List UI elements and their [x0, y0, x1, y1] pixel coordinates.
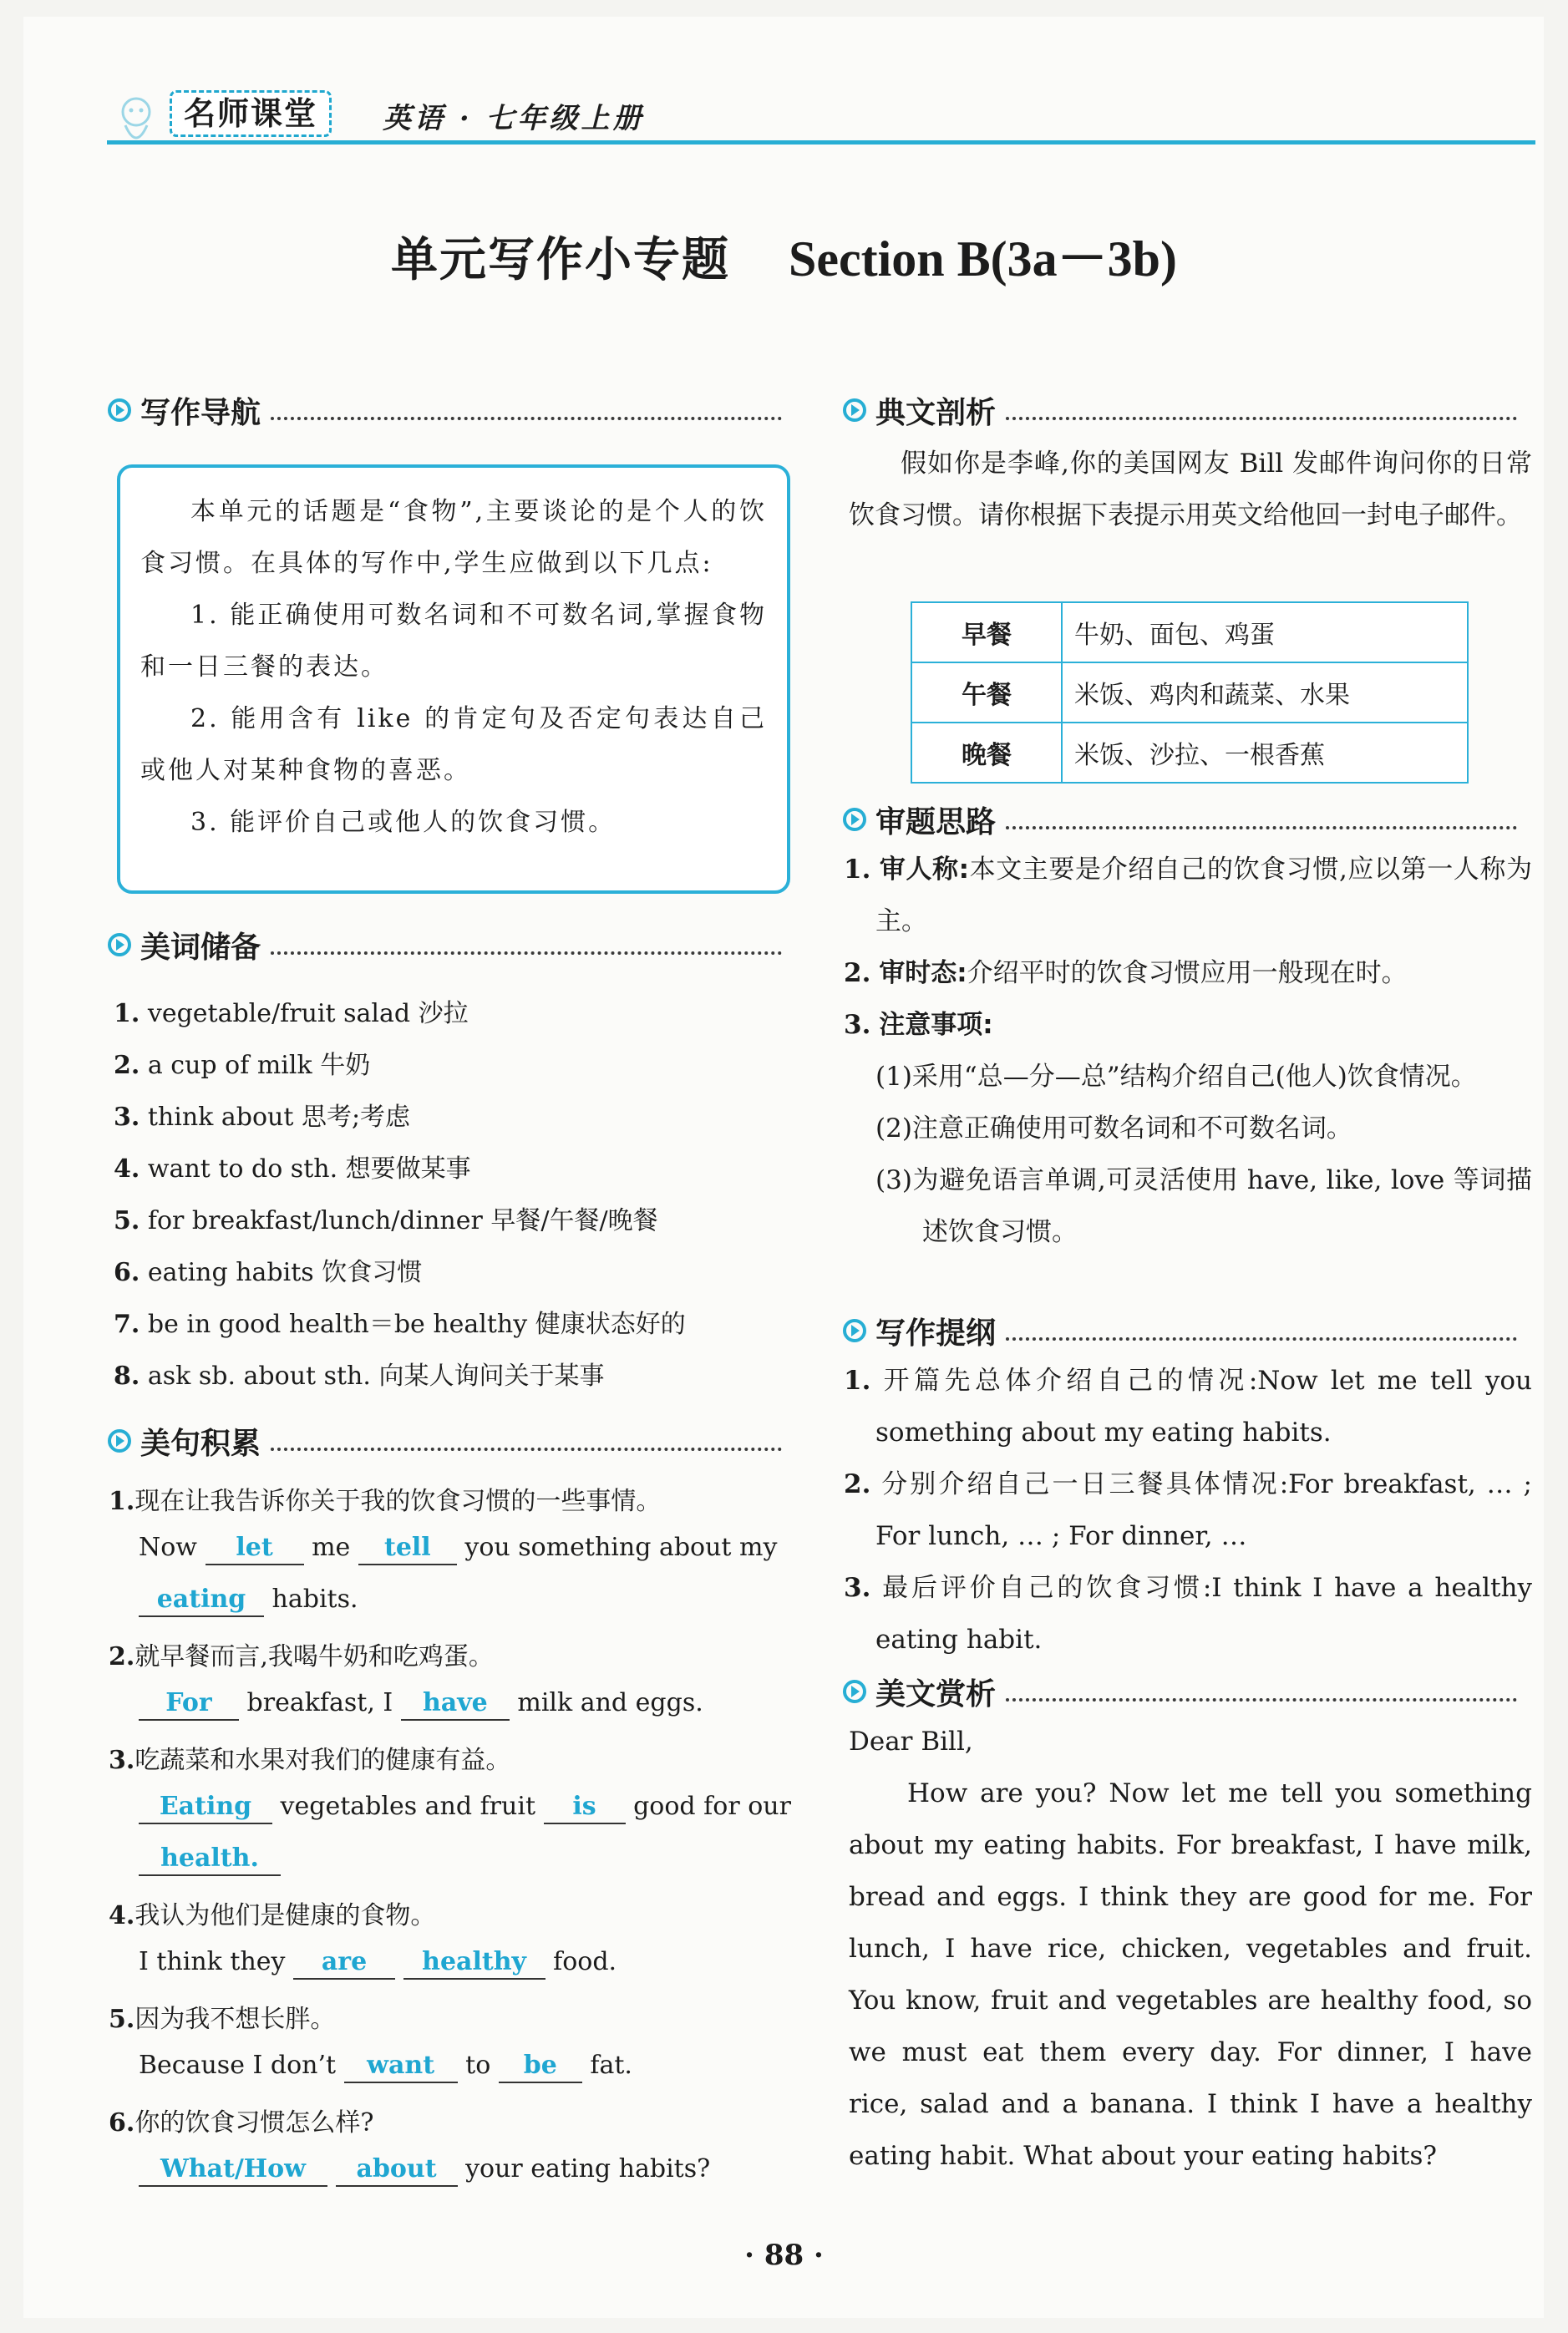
vocab-item: 6. eating habits 饮食习惯: [114, 1258, 423, 1287]
list-item: (1)采用“总—分—总”结构介绍自己(他人)饮食情况。: [875, 1062, 1477, 1092]
subject-label: 英语 · 七年级上册: [383, 102, 645, 135]
answer-blank: want: [344, 2050, 458, 2083]
answer-blank: be: [499, 2050, 582, 2083]
section-arrow-icon: [107, 1428, 132, 1453]
task-prompt: 假如你是李峰,你的美国网友 Bill 发邮件询问你的日常饮食习惯。请你根据下表提示用英文给他回一封电子邮件。: [849, 449, 1532, 530]
section-head-model-analysis: 典文剖析: [842, 389, 1517, 431]
guide-paragraph: 3. 能评价自己或他人的饮食习惯。: [190, 808, 617, 837]
section-arrow-icon: [842, 1318, 867, 1343]
answer-blank: tell: [358, 1532, 457, 1565]
sentence-zh: 5.因为我不想长胖。: [109, 2005, 336, 2034]
analysis-list: [844, 844, 1532, 1258]
table-row: 早餐 牛奶、面包、鸡蛋: [911, 602, 1468, 662]
section-arrow-icon: [842, 807, 867, 832]
section-arrow-icon: [842, 1679, 867, 1704]
list-item: (3)为避免语言单调,可灵活使用 have, like, love 等词描述饮食习惯。: [875, 1165, 1532, 1247]
model-essay: [849, 1716, 1532, 2182]
list-item: 2. 审时态:介绍平时的饮食习惯应用一般现在时。: [844, 958, 1408, 988]
guide-paragraph: 1. 能正确使用可数名词和不可数名词,掌握食物和一日三餐的表达。: [140, 601, 767, 682]
sentence-zh: 6.你的饮食习惯怎么样?: [109, 2108, 374, 2138]
section-arrow-icon: [107, 398, 132, 423]
sentence-zh: 1.现在让我告诉你关于我的饮食习惯的一些事情。: [109, 1487, 662, 1516]
page-number: · 88 ·: [744, 2239, 824, 2272]
vocab-item: 7. be in good health＝be healthy 健康状态好的: [114, 1310, 686, 1339]
sentence-zh: 2.就早餐而言,我喝牛奶和吃鸡蛋。: [109, 1642, 494, 1671]
vocab-item: 8. ask sb. about sth. 向某人询问关于某事: [114, 1362, 605, 1391]
page-header: [107, 80, 1535, 155]
vocab-item: 4. want to do sth. 想要做某事: [114, 1154, 471, 1184]
meal-table: [911, 601, 1469, 784]
sentence-en: Now let me tell you something about my: [139, 1532, 777, 1565]
sentence-en: Eating vegetables and fruit is good for our: [139, 1791, 791, 1824]
page-title: [0, 219, 1568, 291]
sentence-en: What/How about your eating habits?: [139, 2153, 710, 2187]
sentence-en: [139, 1843, 281, 1876]
vocab-item: 5. for breakfast/lunch/dinner 早餐/午餐/晚餐: [114, 1206, 658, 1235]
answer-blank: eating: [139, 1584, 264, 1617]
list-item: (2)注意正确使用可数名词和不可数名词。: [875, 1113, 1352, 1144]
answer-blank: have: [401, 1687, 510, 1721]
title-section: Section B(3a－3b): [789, 231, 1177, 287]
answer-blank: about: [336, 2153, 458, 2187]
guide-paragraph: 本单元的话题是“食物”,主要谈论的是个人的饮食习惯。在具体的写作中,学生应做到以下几点:: [140, 497, 767, 578]
section-arrow-icon: [842, 398, 867, 423]
section-head-vocabulary: 美词储备: [107, 924, 782, 966]
list-item: 3. 注意事项:: [844, 1010, 993, 1040]
title-main: 单元写作小专题: [391, 232, 730, 287]
table-row: 午餐 米饭、鸡肉和蔬菜、水果: [911, 662, 1468, 723]
vocab-item: 2. a cup of milk 牛奶: [114, 1051, 371, 1080]
answer-blank: are: [293, 1946, 395, 1980]
section-head-writing-guide: 写作导航: [107, 389, 782, 431]
section-arrow-icon: [107, 932, 132, 957]
header-rule: [107, 140, 1535, 145]
sentence-zh: 3.吃蔬菜和水果对我们的健康有益。: [109, 1746, 511, 1775]
essay-body: How are you? Now let me tell you something about my eating habits. For breakfast, I have milk, bread and eggs. I think they are good for me. For lunch, I have rice, chicken, vegetables and fruit. You know, fruit and vegetables are healthy food, so we must eat them every day. For dinner, I have rice, salad and a banana. I think I have a healthy eating habit. What about your eating habits?: [849, 1778, 1532, 2171]
answer-blank: Eating: [139, 1791, 272, 1824]
section-head-essay: 美文赏析: [842, 1671, 1517, 1712]
answer-blank: healthy: [403, 1946, 546, 1980]
answer-blank: What/How: [139, 2153, 327, 2187]
table-row: 晚餐 米饭、沙拉、一根香蕉: [911, 723, 1468, 783]
section-head-analysis: 审题思路: [842, 799, 1517, 840]
answer-blank: is: [544, 1791, 626, 1824]
outline-list: [844, 1355, 1532, 1666]
section-head-sentences: 美句积累: [107, 1420, 782, 1462]
sentence-zh: 4.我认为他们是健康的食物。: [109, 1901, 436, 1930]
list-item: 1. 审人称:本文主要是介绍自己的饮食习惯,应以第一人称为主。: [844, 855, 1532, 936]
sentence-en: eating habits.: [139, 1584, 358, 1617]
answer-blank: health.: [139, 1843, 281, 1876]
section-head-outline: 写作提纲: [842, 1310, 1517, 1352]
list-item: 1. 开篇先总体介绍自己的情况:Now let me tell you something about my eating habits.: [844, 1366, 1532, 1448]
vocab-item: 1. vegetable/fruit salad 沙拉: [114, 999, 469, 1028]
essay-greeting: Dear Bill,: [849, 1727, 973, 1757]
sentence-en: Because I don’t want to be fat.: [139, 2050, 632, 2083]
sentence-en: For breakfast, I have milk and eggs.: [139, 1687, 703, 1721]
vocab-item: 3. think about 思考;考虑: [114, 1103, 411, 1132]
list-item: 2. 分别介绍自己一日三餐具体情况:For breakfast, … ; For lunch, … ; For dinner, …: [844, 1469, 1532, 1551]
list-item: 3. 最后评价自己的饮食习惯:I think I have a healthy eating habit.: [844, 1573, 1532, 1655]
sentence-en: I think they are healthy food.: [139, 1946, 617, 1980]
answer-blank: For: [139, 1687, 239, 1721]
writing-guide-box: [117, 464, 790, 894]
guide-paragraph: 2. 能用含有 like 的肯定句及否定句表达自己或他人对某种食物的喜恶。: [140, 704, 767, 785]
brand-name: 名师课堂: [170, 90, 332, 137]
answer-blank: let: [206, 1532, 304, 1565]
